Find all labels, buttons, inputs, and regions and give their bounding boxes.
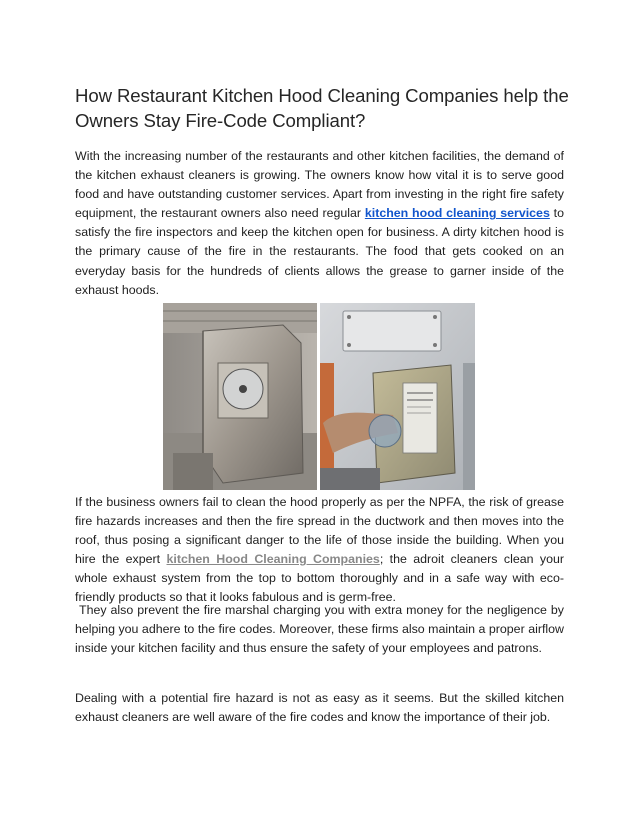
paragraph-intro-text-after: to satisfy the fire inspectors and keep the kitchen open for business. A dirty kitchen hood is the primary cause of the fire in the restaurants. The food that gets cooked on an everyday basis for the hundreds of clients allows the grease to garner inside of the exhaust hoods. [75,206,564,297]
paragraph-fire-marshal: They also prevent the fire marshal charging you with extra money for the negligence by helping you adhere to the fire codes. Moreover, these firms also maintain a proper airflow inside your kitchen facility and thus ensure the safety of your employees and patrons. [75,603,568,656]
paragraph-npfa-text-after: ; the adroit cleaners clean your whole exhaust system from the top to bottom thoroughly and in a safe way with eco-friendly products so that it looks fabulous and is germ-free. [75,552,564,605]
hood-photo-collage [163,303,475,490]
kitchen-hood-cleaning-services-link[interactable]: kitchen hood cleaning services [364,206,550,221]
kitchen-hood-cleaning-companies-link[interactable]: kitchen Hood Cleaning Companies [166,552,380,567]
paragraph-fire-hazard: Dealing with a potential fire hazard is not as easy as it seems. But the skilled kitchen exhaust cleaners are well aware of the fire codes and know the importance of their job. [75,691,564,725]
left-photo-duct [163,303,317,490]
paragraph-intro [75,147,564,300]
paragraph-npfa [75,493,564,608]
page-title: How Restaurant Kitchen Hood Cleaning Companies help the Owners Stay Fire-Code Compliant? [75,85,569,131]
paragraph-intro-text-before: With the increasing number of the restaurants and other kitchen facilities, the demand of the kitchen exhaust cleaners is growing. The owners know how vital it is to serve good food and have outstanding customer services. Apart from investing in the right fire safety equipment, the restaurant owners also need regular [75,149,564,221]
paragraph-npfa-text-before: If the business owners fail to clean the hood properly as per the NPFA, the risk of grease fire hazards increases and then the fire spread in the ductwork and then moves into the roof, thus posing a significant danger to the life of those inside the building. When you hire the expert [75,495,564,567]
right-photo-panel [320,303,475,490]
